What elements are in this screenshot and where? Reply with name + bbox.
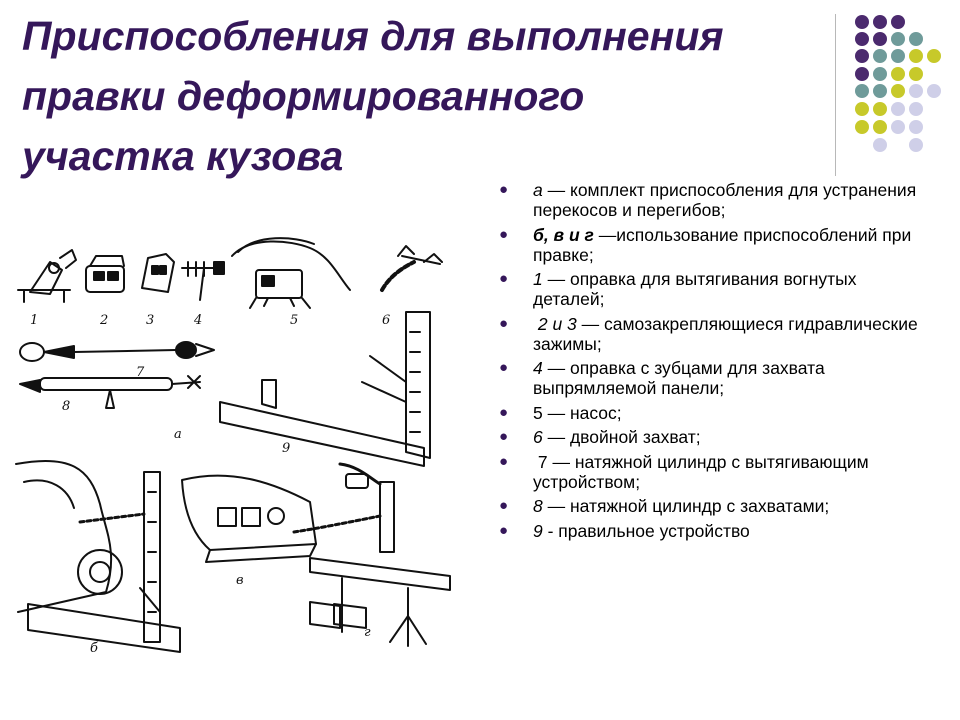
bullet-dot-icon: ● [499,521,509,539]
legend-item: ● 6 — двойной захват; [499,427,701,447]
legend-item: ● 2 и 3 — самозакрепляющиеся гидравлические зажимы; [499,313,918,354]
bullet-dot-icon: ● [499,181,509,198]
figure-label: 8 [62,399,71,414]
legend-item: ● 5 — насос; [499,402,622,423]
legend-item: ● а — комплект приспособления для устранения перекосов и перегибов; [499,180,917,220]
bullet-dot-icon: ● [499,359,509,376]
bullet-dot-icon: ● [499,428,509,445]
figure-label: 7 [136,365,145,380]
illustration-b-drawing [16,461,180,652]
legend-item: ● 9 - правильное устройство [499,520,750,541]
tool-5-drawing [232,238,350,308]
figure-label: 3 [146,313,155,328]
illustration-g-drawing [310,558,450,646]
figure-label: 9 [282,441,291,456]
legend-item: ● 4 — оправка с зубцами для захвата выпрямляемой панели; [499,358,825,398]
legend-list [499,180,919,545]
legend-item: ● 1 — оправка для вытягивания вогнутых деталей; [499,269,857,309]
legend-item: ● 7 — натяжной цилиндр с вытягивающим устройством; [499,451,869,492]
bullet-dot-icon: ● [499,270,509,287]
figure-label: б [90,641,98,656]
slide-title [22,6,822,186]
bullet-dot-icon: ● [499,403,509,421]
figure-label: г [364,625,371,640]
figure-label: 5 [290,313,299,328]
figure-label: а [174,427,182,442]
tool-4-drawing [182,262,224,300]
title-line-1: Приспособления для выполнения [22,13,724,59]
tool-8-drawing [20,376,200,408]
title-line-2: правки деформированного [22,73,585,119]
tool-6-drawing [382,246,442,290]
bullet-dot-icon: ● [499,314,509,332]
bullet-dot-icon: ● [499,225,509,243]
legend-item: ● 8 — натяжной цилиндр с захватами; [499,496,830,516]
figure-label: 1 [30,313,39,328]
figure-label: в [236,573,244,588]
tool-9-drawing [220,312,430,488]
tool-1-drawing [18,250,76,302]
tool-7-drawing [20,342,214,361]
tools-illustration [10,232,480,682]
tool-3-drawing [142,254,174,292]
bullet-dot-icon: ● [499,452,509,470]
bullet-dot-icon: ● [499,497,509,514]
figure-label: 2 [100,313,109,328]
divider-line [835,14,836,176]
figure-label: 4 [194,313,203,328]
tool-2-drawing [86,256,124,292]
legend-item: ● б, в и г —использование приспособлений при правке; [499,224,912,265]
title-line-3: участка кузова [22,133,344,179]
figure-label: 6 [382,313,391,328]
